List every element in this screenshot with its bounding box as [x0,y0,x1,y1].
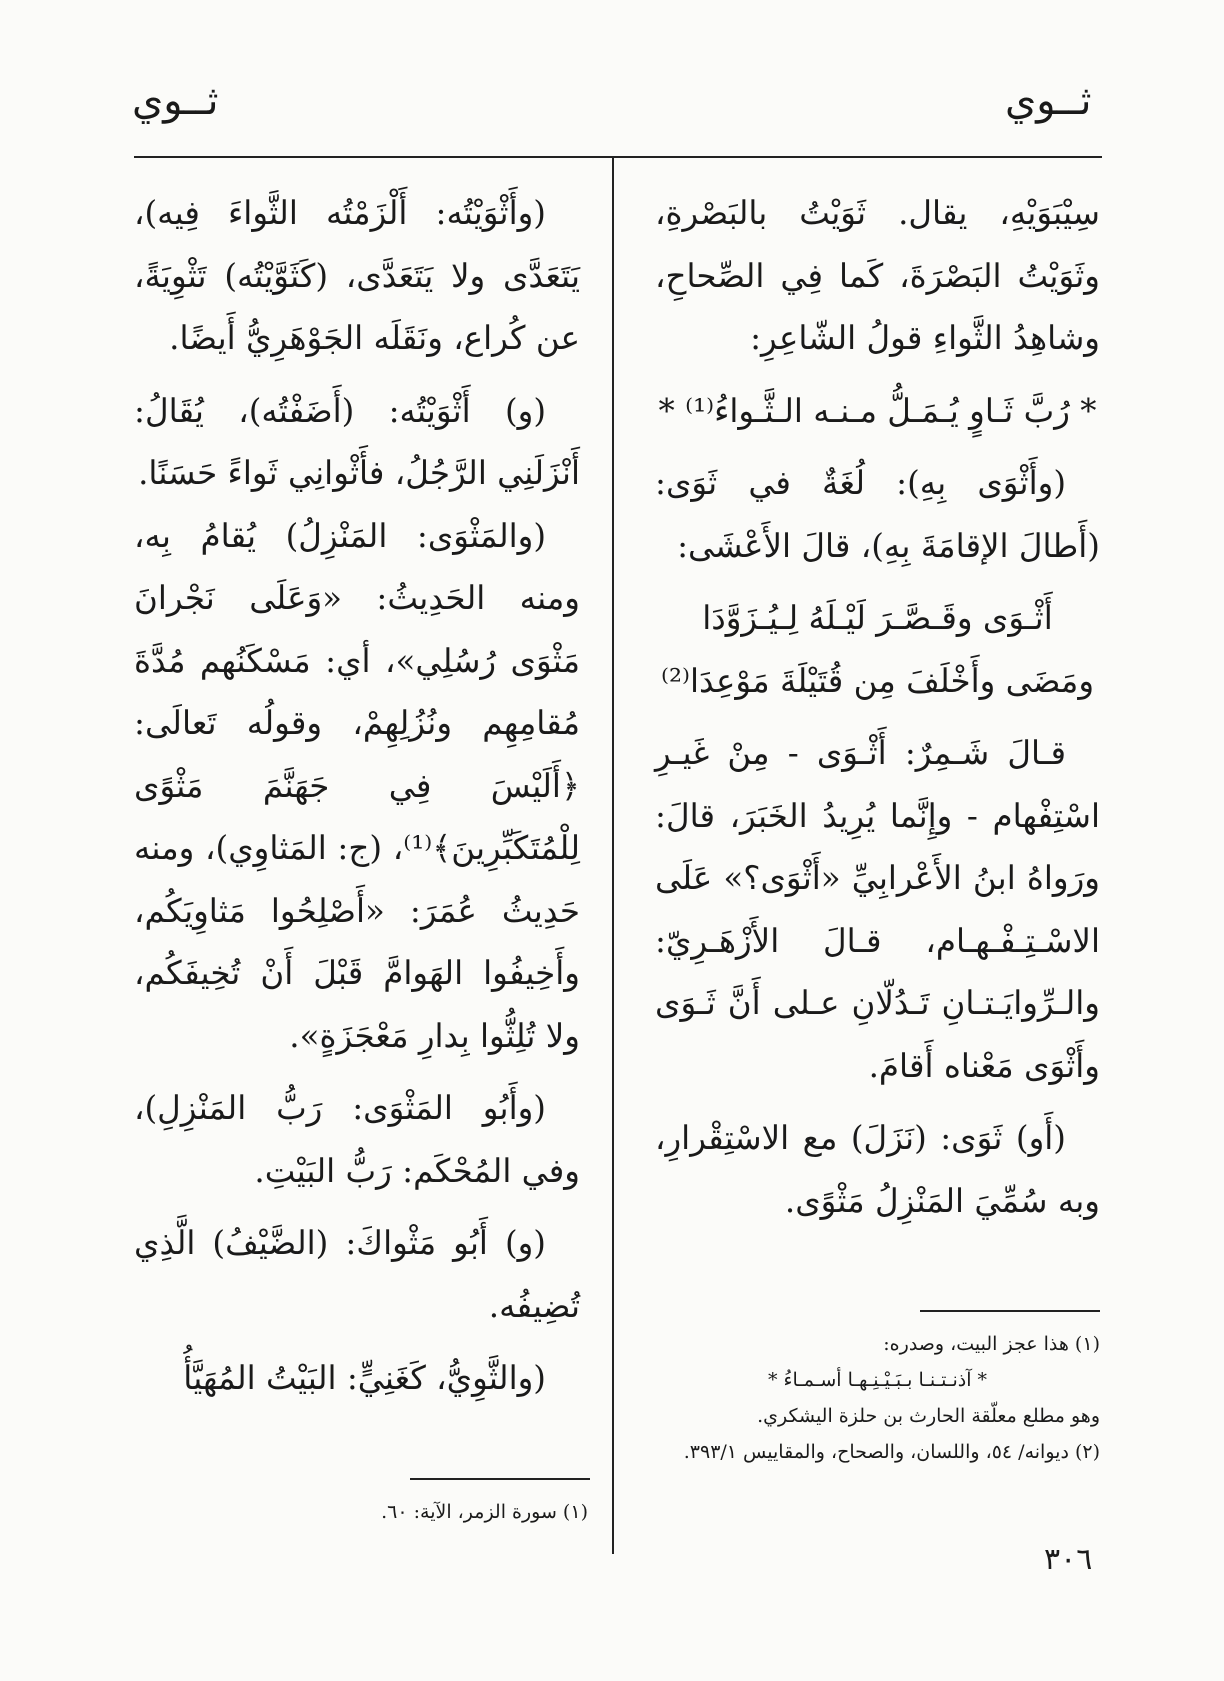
verse-line: ومَضَى وأَخْلَفَ مِن قُتَيْلَةَ مَوْعِدَا⁽²⁾ [660,661,1095,700]
verse-line: * رُبَّ ثَـاوٍ يُـمَـلُّ مـنـه الـثَّـواءُ⁽¹⁾ * [658,391,1097,430]
paragraph: (والثَّوِيُّ، كَغَنِيٍّ: البَيْتُ المُهَيَّأُ [183,1359,546,1397]
paragraph: (والمَثْوَى: المَنْزِلُ) يُقامُ بِه، ومنه الحَدِيثُ: «وَعَلَى نَجْرانَ مَثْوَى رُسُلِي»، أي: مَسْكَنُهم مُدَّةَ مُقامِهِم ونُزُلِهِمْ، وقولُه تَعالَى: ﴿أَلَيْسَ فِي جَهَنَّمَ مَثْوًى لِلْمُتَكَبِّرِينَ﴾⁽¹⁾، (ج: المَثاوِي)، ومنه حَدِيثُ عُمَرَ: «أَصْلِحُوا مَثاوِيَكُم، وأَخِيفُوا الهَوامَّ قَبْلَ أَنْ تُخِيفَكُم، ولا تُلِثُّوا بِدارِ مَعْجَزَةٍ». [134,516,580,1055]
footnotes-right [655,1326,1100,1470]
running-header-right: ثــوي [1005,78,1092,124]
footnote-line: (٢) ديوانه/ ٥٤، واللسان، والصحاح، والمقاييس ٣٩٣/١. [683,1441,1100,1463]
footnote-rule-right [920,1310,1100,1312]
header-rule [134,156,1102,158]
paragraph: (وأَبُو المَثْوَى: رَبُّ المَنْزِلِ)، وفي المُحْكَم: رَبُّ البَيْتِ. [134,1089,580,1190]
running-header-left: ثــوي [132,78,219,124]
verse-line: أَثْـوَى وقَـصَّـرَ لَيْـلَهُ لِـيُـزَوَّدَا [702,599,1053,637]
paragraph: (و) أَثْوَيْتُه: (أَضَفْتُه)، يُقَالُ: أَنْزَلَنِي الرَّجُلُ، فأَثْوانِي ثَواءً حَسَنًا. [134,391,580,492]
footnote-line: * آذنـتـنـا بـبَـيْـنِـهـا أسـمـاءُ * [767,1369,988,1391]
footnotes-left [330,1494,588,1530]
footnote-line: وهو مطلع معلّقة الحارث بن حلزة اليشكري. [757,1405,1100,1427]
paragraph: (وأَثْوَيْتُه: أَلْزَمْتُه الثَّواءَ فِيه)، يَتَعَدَّى ولا يَتَعَدَّى، (كَثَوَّيْتُه) تَثْوِيَةً، عن كُراع، ونَقَلَه الجَوْهَرِيُّ أَيضًا. [134,194,580,357]
footnote-line: (١) سورة الزمر، الآية: ٦٠. [381,1501,588,1523]
paragraph: (أَو) ثَوَى: (نَزَلَ) مع الاسْتِقْرارِ، وبه سُمِّيَ المَنْزِلُ مَثْوًى. [655,1119,1100,1220]
footnote-line: (١) هذا عجز البيت، وصدره: [883,1333,1100,1355]
paragraph: (وأَثْوَى بِهِ): لُغَةٌ في ثَوَى: (أَطالَ الإقامَةَ بِهِ)، قالَ الأَعْشَى: [655,464,1100,565]
paragraph: قـالَ شَـمِرٌ: أَثْـوَى - مِنْ غَيـرِ اسْتِفْهام - وإِنَّما يُرِيدُ الخَبَرَ، قالَ: ورَواهُ ابنُ الأَعْرابِيِّ «أَثْوَى؟» عَلَى الاسْـتِـفْـهـام، قـالَ الأَزْهَـرِيّ: والـرِّوايَـتـانِ تَـدُلّانِ عـلى أَنَّ ثَـوَى وأَثْوَى مَعْناه أَقامَ. [655,734,1100,1085]
paragraph: سِيْبَوَيْهِ، يقال. ثَوَيْتُ بالبَصْرةِ، وثَوَيْتُ البَصْرَةَ، كَما فِي الصِّحاحِ، وشاهِدُ الثَّواءِ قولُ الشّاعِرِ: [655,194,1100,357]
footnote-rule-left [410,1478,590,1480]
left-column [134,182,580,1410]
column-divider [612,156,614,1554]
right-column [655,182,1100,1232]
paragraph: (و) أَبُو مَثْواكَ: (الضَّيْفُ) الَّذِي تُضِيفُه. [134,1224,580,1325]
page-number: ٣٠٦ [1044,1542,1093,1577]
